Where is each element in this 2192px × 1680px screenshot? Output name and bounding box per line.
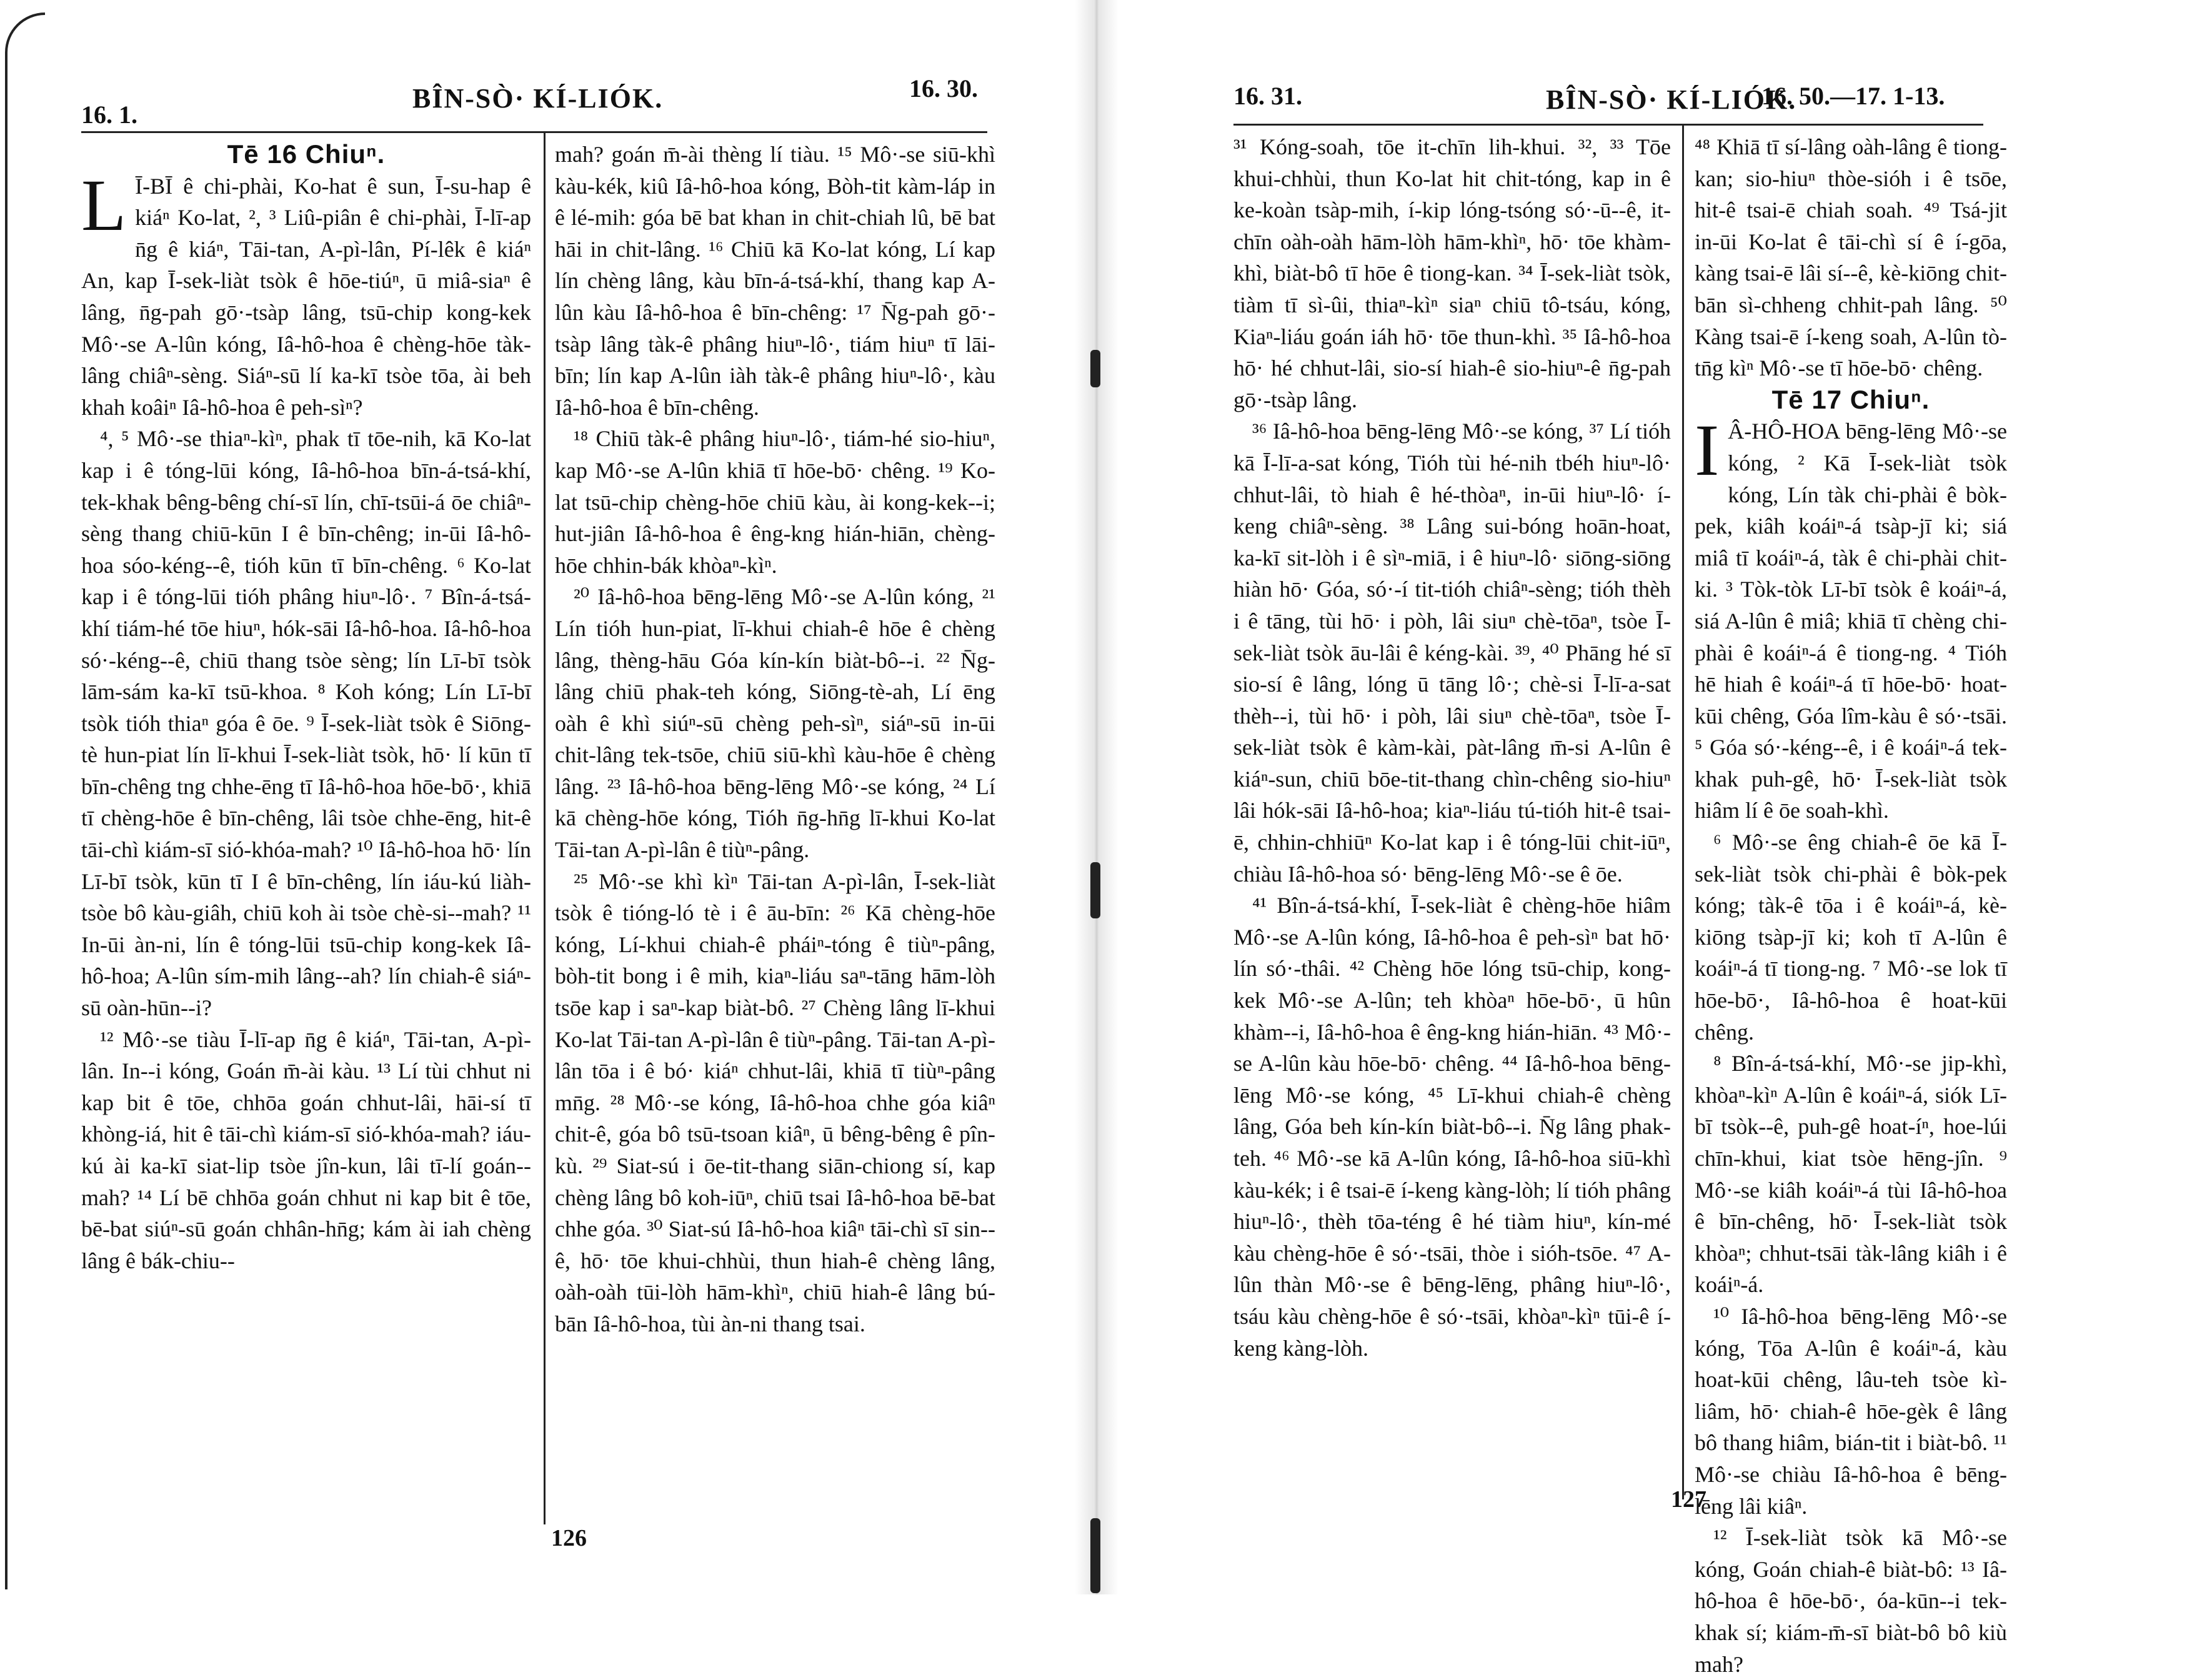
verse-paragraph: ¹² Mô·-se tiàu Ī-lī-ap n̄g ê kiáⁿ, Tāi-tan, A-pì-lân. In--i kóng, Goán m̄-ài kàu. ¹³ Lí tùi chhut ni kap bit ê tōe, chhōa goán chhut-lâi, hāi-sí tī khòng-iá, hit ê tāi-chì kiám-sī sió-khóa-mah? iáu-kú ài ka-kī siat-lip tsòe jîn-kun, lâi tī-lí goán--mah? ¹⁴ Lí bē chhōa goán chhut ni kap bit ê tōe, bē-bat siúⁿ-sū goán chhân-hn̄g; kám ài iah chèng lâng ê bák-chiu-- <box>81 1026 531 1273</box>
verse-range-start: 16. 1. <box>81 101 137 129</box>
header-rule <box>1233 124 1983 126</box>
verse-range-end: 16. 50.—17. 1-13. <box>1761 82 1945 110</box>
drop-cap: I <box>1695 409 1720 492</box>
page-number: 126 <box>551 1525 587 1551</box>
right-column-2 <box>1695 131 2007 1680</box>
verse-paragraph: ⁸ Bîn-á-tsá-khí, Mô·-se jip-khì, khòaⁿ-kìⁿ A-lûn ê koáiⁿ-á, siók Lī-bī tsòk--ê, puh-gê hoat-íⁿ, hoe-lúi chīn-khui, kiat tsòe hēng-jîn. ⁹ Mô·-se kiâh koáiⁿ-á tùi Iâ-hô-hoa ê bīn-chêng, hō· Ī-sek-liàt tsòk khòaⁿ; chhut-tsāi tàk-lâng kiâh i ê koáiⁿ-á. <box>1695 1051 2007 1298</box>
verse-paragraph: ³⁶ Iâ-hô-hoa bēng-lēng Mô·-se kóng, ³⁷ Lí tióh kā Ī-lī-a-sat kóng, Tióh tùi hé-nih tbéh hiuⁿ-lô· chhut-lâi, tò hiah ê hé-thòaⁿ, in-ūi hiuⁿ-lô· í-keng chiâⁿ-sèng. ³⁸ Lâng sui-bóng hoān-hoat, ka-kī sit-lòh i ê sìⁿ-miā, i ê hiuⁿ-lô· siōng-siōng hiàn hō· Góa, só·-í tit-tióh chiâⁿ-sèng; tióh thèh i ê tāng, tùi hō· i pòh, lâi siuⁿ chè-tōaⁿ, tsòe Ī-sek-liàt tsòk āu-lâi ê kéng-kài. ³⁹, ⁴⁰ Phāng hé sī sio-sí ê lâng, lóng ū tāng lô·; chè-si Ī-lī-a-sat thèh--i, tùi hō· i pòh, lâi siuⁿ chè-tōaⁿ, tsòe Ī-sek-liàt tsòk ê kàm-kài, pàt-lâng m̄-si A-lûn ê kiáⁿ-sun, chiū bōe-tit-thang chìn-chêng sio-hiuⁿ lâi hók-sāi Iâ-hô-hoa; kiaⁿ-liáu tú-tióh hit-ê tsai-ē, chhin-chhiūⁿ Ko-lat kap i ê tóng-lūi chit-iūⁿ, chiàu Iâ-hô-hoa só· bēng-lēng Mô·-se ê ōe. <box>1233 419 1671 887</box>
column-rule <box>1682 125 1684 1499</box>
book-title: BÎN-SÒ· KÍ-LIÓK. <box>1546 84 1797 115</box>
verse-paragraph: ¹⁸ Chiū tàk-ê phâng hiuⁿ-lô·, tiám-hé sio-hiuⁿ, kap Mô·-se A-lûn khiā tī hōe-bō· chêng. ¹⁹ Ko-lat tsū-chip chèng-hōe chiū kàu, ài kong-kek--i; hut-jiân Iâ-hô-hoa ê êng-kng hián-hiān, chèng-hōe chhin-bák khòaⁿ-kìⁿ. <box>555 426 995 578</box>
page-number: 127 <box>1671 1486 1706 1513</box>
verse-range-start: 16. 31. <box>1233 82 1302 110</box>
verse-paragraph: ³¹ Kóng-soah, tōe it-chīn lih-khui. ³², ³³ Tōe khui-chhùi, thun Ko-lat hit chit-tóng, kap in ê ke-koàn tsàp-mih, í-kip lóng-tsóng só·-ū--ê, it-chīn oàh-oàh hām-lòh hām-khìⁿ, hō· tōe khàm-khì, biàt-bô tī hōe ê tiong-kan. ³⁴ Ī-sek-liàt tsòk, tiàm tī sì-ûi, thiaⁿ-kìⁿ siaⁿ chiū tô-tsáu, kóng, Kiaⁿ-liáu goán iáh hō· tōe thun-khì. ³⁵ Iâ-hô-hoa hō· hé chhut-lâi, sio-sí hiah-ê sio-hiuⁿ-ê n̄g-pah gō·-tsàp lâng. <box>1233 134 1671 412</box>
verse-paragraph: L Ī-BĪ ê chi-phài, Ko-hat ê sun, Ī-su-hap ê kiáⁿ Ko-lat, ², ³ Liû-piân ê chi-phài, Ī-lī-ap n̄g ê kiáⁿ, Tāi-tan, A-pì-lân, Pí-lêk ê kiáⁿ An, kap Ī-sek-liàt tsòk ê hōe-tiúⁿ, ū miâ-siaⁿ ê lâng, n̄g-pah gō·-tsàp lâng, tsū-chip kong-kek Mô·-se A-lûn kóng, Iâ-hô-hoa ê chèng-hōe tàk-lâng chiâⁿ-sèng. Siáⁿ-sū lí ka-kī tsòe tōa, ài beh khah koâiⁿ Iâ-hô-hoa ê peh-sìⁿ? <box>81 164 531 420</box>
column-rule <box>544 132 546 1524</box>
verse-paragraph: ⁶ Mô·-se êng chiah-ê ōe kā Ī-sek-liàt tsòk chi-phài ê bòk-pek kóng; tàk-ê tōa i ê koáiⁿ-á, kè-kiōng tsàp-jī ki; koh tī A-lûn ê koáiⁿ-á tī tiong-ng. ⁷ Mô·-se lok tī hōe-bō·, Iâ-hô-hoa ê hoat-kūi chêng. <box>1695 830 2007 1045</box>
verse-paragraph: ¹⁰ Iâ-hô-hoa bēng-lēng Mô·-se kóng, Tōa A-lûn ê koáiⁿ-á, kàu hoat-kūi chêng, lâu-teh tsòe kì-liâm, hō· chiah-ê hōe-gèk ê lâng bô thang hiâm, bián-tit i biàt-bô. ¹¹ Mô·-se chiàu Iâ-hô-hoa ê bēng-lēng lâi kiâⁿ. <box>1695 1303 2007 1519</box>
header-rule <box>81 131 987 133</box>
right-page <box>1096 0 2192 1677</box>
verse-paragraph: ⁴¹ Bîn-á-tsá-khí, Ī-sek-liàt ê chèng-hōe hiâm Mô·-se A-lûn kóng, Iâ-hô-hoa ê peh-sìⁿ bat hō· lín só·-thâi. ⁴² Chèng hōe lóng tsū-chip, kong-kek Mô·-se A-lûn; teh khòaⁿ hōe-bō·, ū hûn khàm--i, Iâ-hô-hoa ê êng-kng hián-hiān. ⁴³ Mô·-se A-lûn kàu hōe-bō· chêng. ⁴⁴ Iâ-hô-hoa bēng-lēng Mô·-se kóng, ⁴⁵ Lī-khui chiah-ê chèng lâng, Góa beh kín-kín biàt-bô--i. N̄g lâng phak-teh. ⁴⁶ Mô·-se kā A-lûn kóng, Iâ-hô-hoa siū-khì kàu-kék; i ê tsai-ē í-keng kàng-lòh; lí tióh phâng hiuⁿ-lô·, thèh tōa-téng ê hé tiàm hiuⁿ, kín-mé kàu chèng-hōe ê só·-tsāi, thòe i sióh-tsōe. ⁴⁷ A-lûn thàn Mô·-se ê bēng-lēng, phâng hiuⁿ-lô·, tsáu kàu chèng-hōe ê só·-tsāi, khòaⁿ-kìⁿ tūi-ê í-keng kàng-lòh. <box>1233 893 1671 1361</box>
chapter-heading: Tē 16 Chiuⁿ. <box>227 139 386 169</box>
left-page <box>0 0 1096 1594</box>
left-column-2 <box>555 139 995 1340</box>
left-column-1 <box>81 139 531 1276</box>
verse-paragraph: ²⁰ Iâ-hô-hoa bēng-lēng Mô·-se A-lûn kóng, ²¹ Lín tióh hun-piat, lī-khui chiah-ê hōe ê chèng lâng, thèng-hāu Góa kín-kín biàt-bô--i. ²² N̄g-lâng chiū phak-teh kóng, Siōng-tè-ah, Lí ēng oàh ê khì siúⁿ-sū chèng peh-sìⁿ, siáⁿ-sū in-ūi chit-lâng tek-tsōe, chiū siū-khì kàu-hōe ê chèng lâng. ²³ Iâ-hô-hoa bēng-lēng Mô·-se kóng, ²⁴ Lí kā chèng-hōe kóng, Tióh n̄g-hn̄g lī-khui Ko-lat Tāi-tan A-pì-lân ê tiùⁿ-pâng. <box>555 584 995 863</box>
verse-paragraph: mah? goán m̄-ài thèng lí tiàu. ¹⁵ Mô·-se siū-khì kàu-kék, kiû Iâ-hô-hoa kóng, Bòh-tit kàm-láp in ê lé-mih: góa bē bat khan in chit-chiah lû, bē bat hāi in chit-lâng. ¹⁶ Chiū kā Ko-lat kóng, Lí kap lín chèng lâng, kàu bīn-á-tsá-khí, thang kap A-lûn kàu Iâ-hô-hoa ê bīn-chêng: ¹⁷ N̄g-pah gō·-tsàp lâng tàk-ê phâng hiuⁿ-lô·, tiám hiuⁿ tī lāi-bīn; lín kap A-lûn iàh tàk-ê phâng hiuⁿ-lô·, kàu Iâ-hô-hoa ê bīn-chêng. <box>555 142 995 420</box>
verse-paragraph: ²⁵ Mô·-se khì kìⁿ Tāi-tan A-pì-lân, Ī-sek-liàt tsòk ê tióng-ló tè i ê āu-bīn: ²⁶ Kā chèng-hōe kóng, Lí-khui chiah-ê pháiⁿ-tóng ê tiùⁿ-pâng, bòh-tit bong i ê mih, kiaⁿ-liáu saⁿ-tāng hām-lòh tsōe kap i saⁿ-kap biàt-bô. ²⁷ Chèng lâng lī-khui Ko-lat Tāi-tan A-pì-lân ê tiùⁿ-pâng. Tāi-tan A-pì-lân tōa i ê bó· kiáⁿ chhut-lâi, khiā tī tiùⁿ-pâng mn̄g. ²⁸ Mô·-se kóng, Iâ-hô-hoa chhe góa kiâⁿ chit-ê, góa bô tsū-tsoan kiâⁿ, ū bêng-bêng ê pîn-kù. ²⁹ Siat-sú i ōe-tit-thang siān-chiong sí, kap chèng lâng bô koh-iūⁿ, chiū tsai Iâ-hô-hoa bē-bat chhe góa. ³⁰ Siat-sú Iâ-hô-hoa kiâⁿ tāi-chì sī sin--ê, hō· tōe khui-chhùi, thun hiah-ê chèng lâng, oàh-oàh tūi-lòh hām-khìⁿ, chiū hiah-ê lâng bú-bān Iâ-hô-hoa, tùi àn-ni thang tsai. <box>555 868 995 1336</box>
verse-range-end: 16. 30. <box>909 74 978 102</box>
verse-paragraph: ¹² Ī-sek-liàt tsòk kā Mô·-se kóng, Goán chiah-ê biàt-bô: ¹³ Iâ-hô-hoa ê hōe-bō·, óa-kūn--i tek-khak sí; kiám-m̄-sī biàt-bô bô kiù mah? <box>1695 1525 2007 1677</box>
running-header <box>1233 67 1983 127</box>
drop-cap: L <box>81 164 127 246</box>
chapter-heading: Tē 17 Chiuⁿ. <box>1771 384 1930 414</box>
page-edge <box>5 12 45 1589</box>
verse-paragraph: ⁴, ⁵ Mô·-se thiaⁿ-kìⁿ, phak tī tōe-nih, kā Ko-lat kap i ê tóng-lūi kóng, Iâ-hô-hoa bīn-á-tsá-khí, tek-khak bêng-bêng chí-sī lín, chī-tsūi-á ōe chiâⁿ-sèng thang chiū-kūn I ê bīn-chêng; in-ūi Iâ-hô-hoa sóo-kéng--ê, tióh kūn tī bīn-chêng. ⁶ Ko-lat kap i ê tóng-lūi tióh phâng hiuⁿ-lô·. ⁷ Bîn-á-tsá-khí tiám-hé tōe hiuⁿ, hók-sāi Iâ-hô-hoa. Iâ-hô-hoa só·-kéng--ê, chiū thang tsòe sèng; lín Lī-bī tsòk lām-sám ka-kī tsū-khoa. ⁸ Koh kóng; Lín Lī-bī tsòk tióh thiaⁿ góa ê ōe. ⁹ Ī-sek-liàt tsòk ê Siōng-tè hun-piat lín lī-khui Ī-sek-liàt tsòk, hō· lí kūn tī bīn-chêng tng chhe-ēng tī Iâ-hô-hoa hōe-bō·, khiā tī chèng-hōe ê bīn-chêng, lâi tsòe chhe-ēng, hit-ê tāi-chì kiám-sī sió-khóa-mah? ¹⁰ Iâ-hô-hoa hō· lín Lī-bī tsòk, kūn tī I ê bīn-chêng, lín iáu-kú liàh-tsòe bô kàu-giâh, chiū koh ài tsòe chè-si--mah? ¹¹ In-ūi àn-ni, lín ê tóng-lūi tsū-chip kong-kek Iâ-hô-hoa; A-lûn sím-mih lâng--ah? lín chiah-ê siáⁿ-sū oàn-hūn--i? <box>81 426 531 1021</box>
right-column-1 <box>1233 131 1671 1364</box>
verse-paragraph: I Â-HÔ-HOA bēng-lēng Mô·-se kóng, ² Kā Ī-sek-liàt tsòk kóng, Lín tàk chi-phài ê bòk-pek, kiâh koáiⁿ-á tsàp-jī ki; siá miâ tī koáiⁿ-á, tàk ê chi-phài chit-ki. ³ Tòk-tòk Lī-bī tsòk ê koáiⁿ-á, siá A-lûn ê miâ; khiā tī chèng chi-phài ê koáiⁿ-á ê tiong-ng. ⁴ Tióh hē hiah ê koáiⁿ-á tī hōe-bō· hoat-kūi chêng, Góa lîm-kàu ê só·-tsāi. ⁵ Góa só·-kéng--ê, i ê koáiⁿ-á tek-khak puh-gê, hō· Ī-sek-liàt tsòk hiâm lí ê ōe soah-khì. <box>1695 409 2007 823</box>
book-title: BÎN-SÒ· KÍ-LIÓK. <box>412 83 664 114</box>
verse-paragraph: ⁴⁸ Khiā tī sí-lâng oàh-lâng ê tiong-kan; sio-hiuⁿ thòe-sióh i ê tsōe, hit-ê tsai-ē chiah soah. ⁴⁹ Tsá-jit in-ūi Ko-lat ê tāi-chì sí ê í-gōa, kàng tsai-ē lâi sí--ê, kè-kiōng chit-bān sì-chheng chhit-pah lâng. ⁵⁰ Kàng tsai-ē í-keng soah, A-lûn tò-tn̄g kìⁿ Mô·-se tī hōe-bō· chêng. <box>1695 134 2007 381</box>
running-header <box>81 67 987 127</box>
